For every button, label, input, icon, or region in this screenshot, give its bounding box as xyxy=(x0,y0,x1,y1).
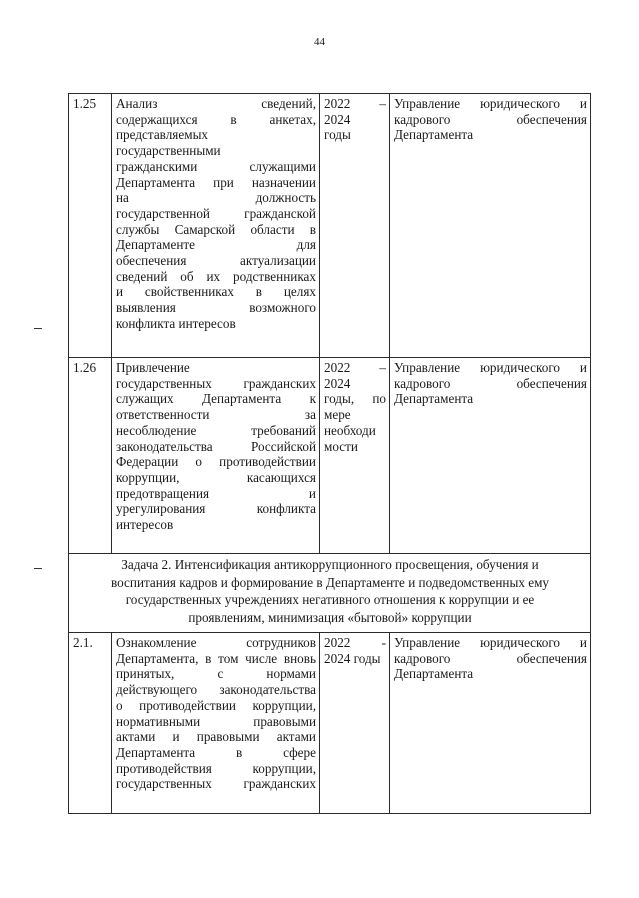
margin-mark xyxy=(34,568,42,569)
responsible-text: Управление юридического и кадрового обеспечения Департамента xyxy=(390,633,591,814)
task-heading: Задача 2. Интенсификация антикоррупционного просвещения, обучения и воспитания кадров и формирование в Департаменте и подведомственных ему государственных учреждениях негативного отношения к коррупции и ее проявлениям, минимизация «бытовой» коррупции xyxy=(69,554,591,633)
table-row xyxy=(69,358,591,554)
table-row xyxy=(69,94,591,358)
period-text: 2022 – 2024 годы, по мере необходи мости xyxy=(320,358,390,554)
margin-mark xyxy=(34,328,42,329)
measure-text: Ознакомление сотрудников Департамента, в том числе вновь принятых, с нормами действующего законодательства о противодействии коррупции, нормативными правовыми актами и правовыми актами Департамента в сфере противодействия коррупции, государственных гражданских xyxy=(112,633,320,814)
task-heading-row xyxy=(69,554,591,633)
measures-table xyxy=(68,93,591,814)
responsible-text: Управление юридического и кадрового обеспечения Департамента xyxy=(390,94,591,358)
row-number: 1.25 xyxy=(69,94,112,358)
row-number: 1.26 xyxy=(69,358,112,554)
measure-text: Анализ сведений, содержащихся в анкетах, представляемых государственными гражданскими служащими Департамента при назначении на должность государственной гражданской службы Самарской области в Департаменте для обеспечения актуализации сведений об их родственниках и свойственниках в целях выявления возможного конфликта интересов xyxy=(112,94,320,358)
responsible-text: Управление юридического и кадрового обеспечения Департамента xyxy=(390,358,591,554)
table-row xyxy=(69,633,591,814)
period-text: 2022 – 2024 годы xyxy=(320,94,390,358)
page-number: 44 xyxy=(314,36,325,48)
row-number: 2.1. xyxy=(69,633,112,814)
measure-text: Привлечение государственных гражданских служащих Департамента к ответственности за несоблюдение требований законодательства Российской Федерации о противодействии коррупции, касающихся предотвращения и урегулирования конфликта интересов xyxy=(112,358,320,554)
period-text: 2022 - 2024 годы xyxy=(320,633,390,814)
